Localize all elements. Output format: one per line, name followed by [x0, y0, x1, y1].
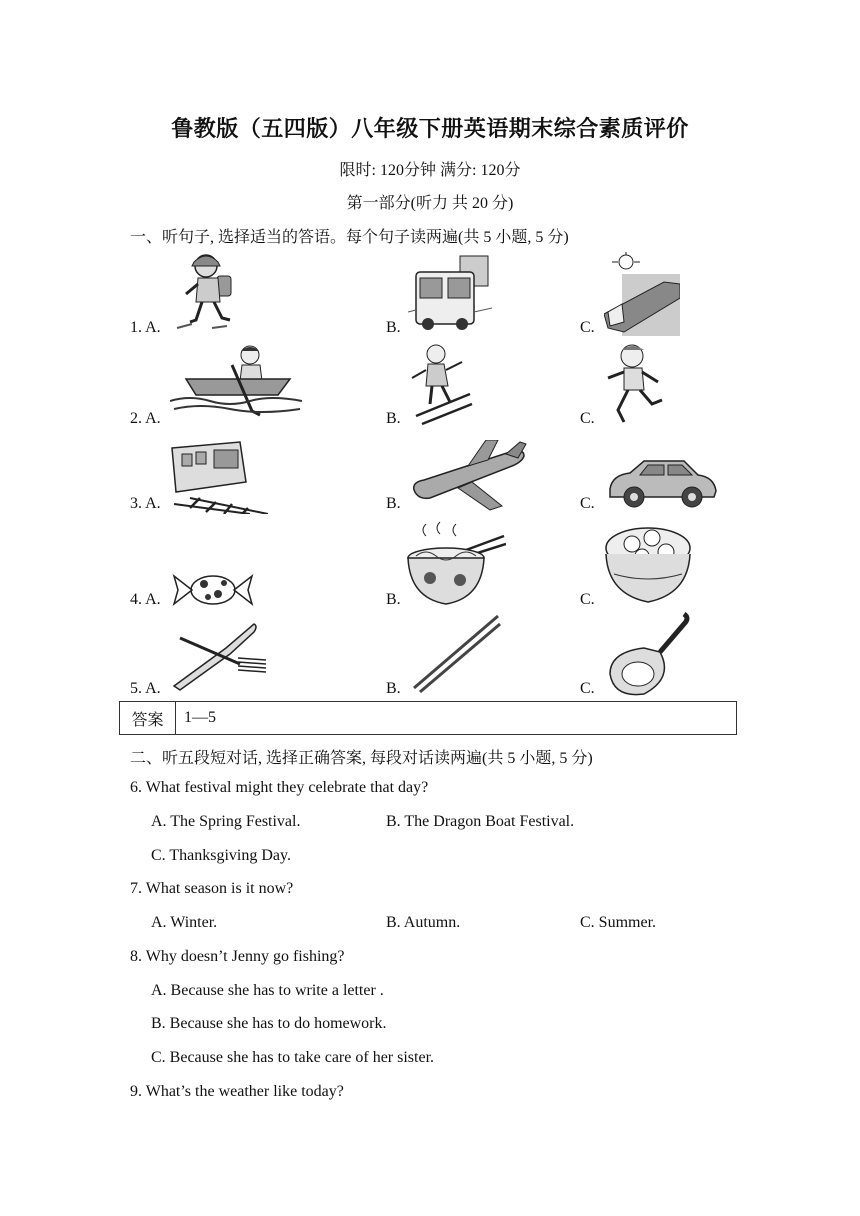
noodle-bowl-icon: [406, 520, 506, 608]
time-score-line: 限时: 120分钟 满分: 120分: [339, 162, 521, 179]
train-icon: [604, 252, 680, 336]
answer-box: [119, 701, 737, 735]
question-9: 9. What’s the weather like today?: [130, 1083, 344, 1100]
row4-label-a: 4. A.: [130, 591, 161, 608]
chopsticks-icon: [412, 614, 502, 694]
q7-option-c: C. Summer.: [580, 914, 657, 931]
running-boy-icon: [602, 342, 666, 426]
part-one-heading: 第一部分(听力 共 20 分): [346, 195, 514, 212]
walking-student-icon: [172, 250, 242, 335]
car-icon: [606, 455, 718, 509]
bus-icon: [408, 252, 492, 334]
q8-option-a: A. Because she has to write a letter .: [151, 982, 384, 999]
answer-label: 答案: [120, 702, 176, 734]
spoon-icon: [604, 612, 690, 698]
row2-label-b: B.: [386, 410, 401, 427]
row5-label-b: B.: [386, 680, 401, 697]
answer-range: 1—5: [184, 709, 216, 726]
train-on-tracks-icon: [170, 438, 270, 514]
row4-label-c: C.: [580, 591, 595, 608]
q6-option-c: C. Thanksgiving Day.: [151, 847, 291, 864]
row5-label-c: C.: [580, 680, 595, 697]
question-6: 6. What festival might they celebrate that day?: [130, 779, 429, 796]
q8-option-c: C. Because she has to take care of her sister.: [151, 1049, 435, 1066]
q6-option-b: B. The Dragon Boat Festival.: [386, 813, 575, 830]
section-one-heading: 一、听句子, 选择适当的答语。每个句子读两遍(共 5 小题, 5 分): [130, 229, 569, 246]
question-8: 8. Why doesn’t Jenny go fishing?: [130, 948, 345, 965]
candy-icon: [172, 572, 254, 608]
q6-option-a: A. The Spring Festival.: [151, 813, 301, 830]
section-two-heading: 二、听五段短对话, 选择正确答案, 每段对话读两遍(共 5 小题, 5 分): [130, 750, 593, 767]
row4-label-b: B.: [386, 591, 401, 608]
knife-fork-icon: [170, 620, 268, 692]
row2-label-a: 2. A.: [130, 410, 161, 427]
row5-label-a: 5. A.: [130, 680, 161, 697]
question-7: 7. What season is it now?: [130, 880, 294, 897]
row3-label-b: B.: [386, 495, 401, 512]
row3-label-a: 3. A.: [130, 495, 161, 512]
row1-label-a: 1. A.: [130, 319, 161, 336]
q7-option-a: A. Winter.: [151, 914, 218, 931]
q7-option-b: B. Autumn.: [386, 914, 461, 931]
skiing-icon: [410, 342, 474, 426]
rowing-boat-icon: [170, 343, 302, 419]
dumpling-bowl-icon: [604, 524, 692, 604]
q8-option-b: B. Because she has to do homework.: [151, 1015, 387, 1032]
row2-label-c: C.: [580, 410, 595, 427]
page-title: 鲁教版（五四版）八年级下册英语期末综合素质评价: [171, 117, 689, 142]
row3-label-c: C.: [580, 495, 595, 512]
row1-label-b: B.: [386, 319, 401, 336]
airplane-icon: [410, 440, 528, 514]
row1-label-c: C.: [580, 319, 595, 336]
